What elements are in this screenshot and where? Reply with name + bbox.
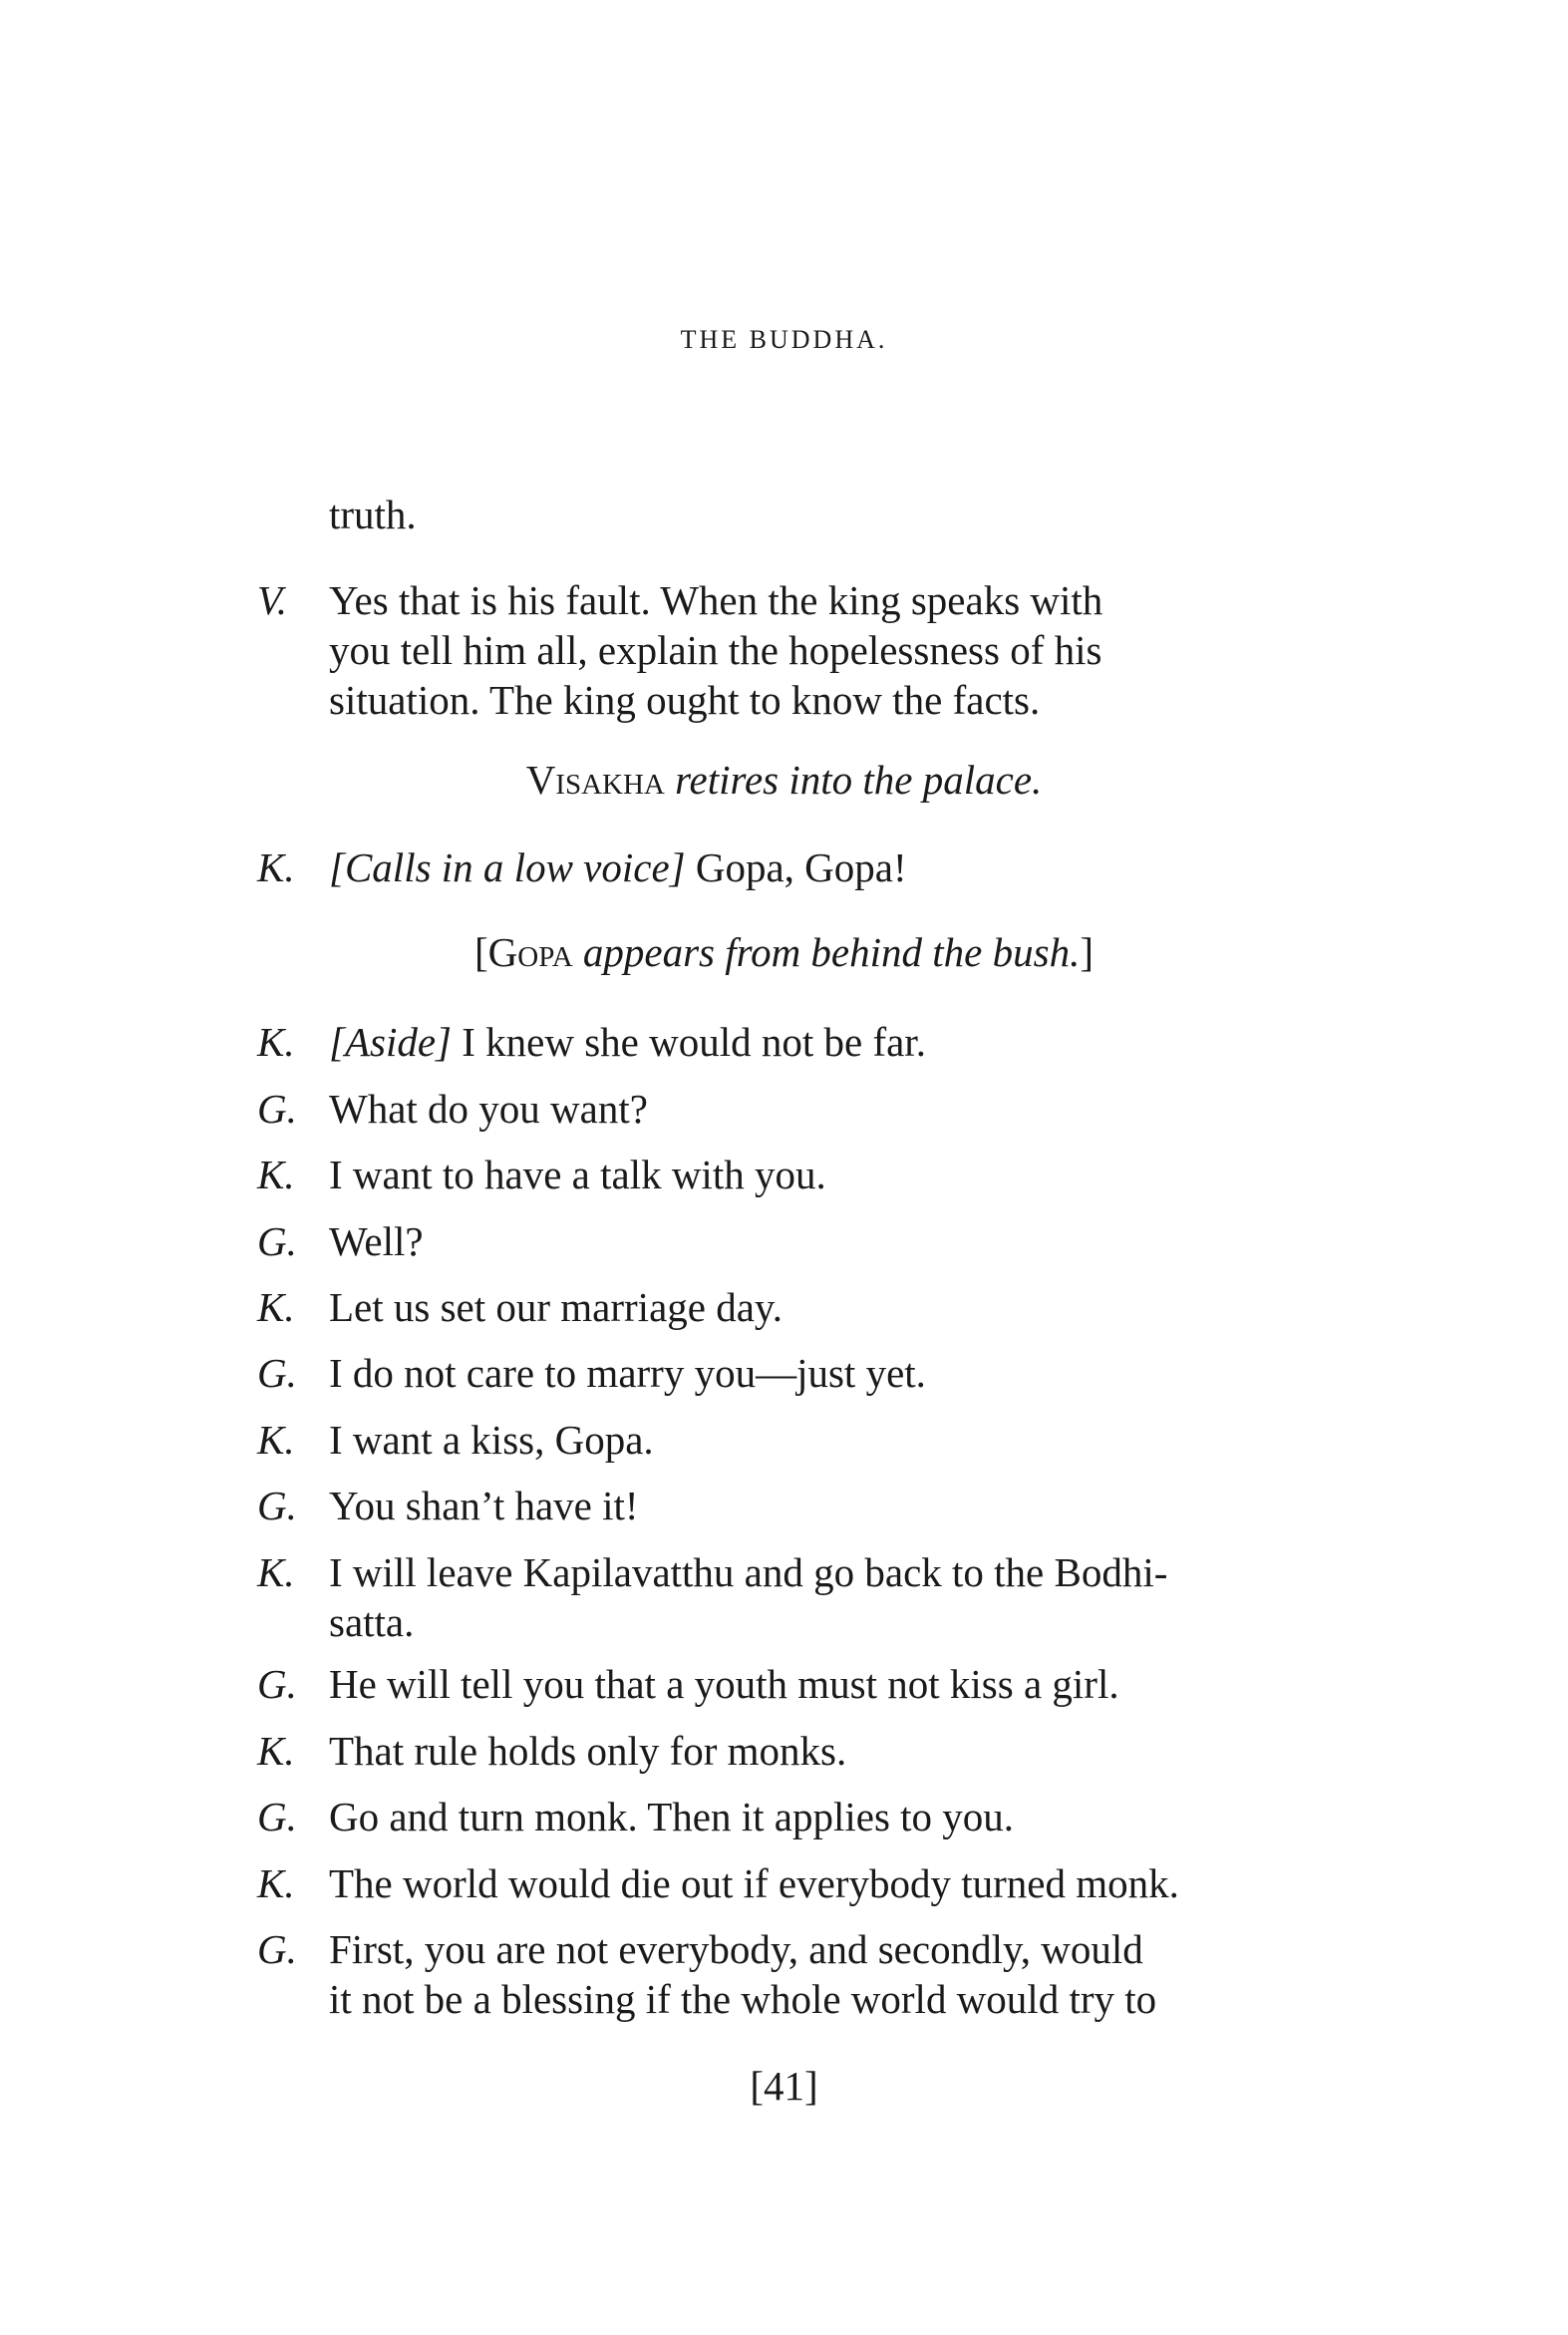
speaker-label: G. xyxy=(257,1661,297,1707)
speaker-label: K. xyxy=(257,1860,295,1906)
speech-text: Let us set our marriage day. xyxy=(329,1284,784,1330)
dialogue-line xyxy=(257,1924,1318,2024)
dialogue-line xyxy=(257,1282,1318,1332)
stage-action: retires into the palace. xyxy=(675,757,1043,803)
speaker-label: K. xyxy=(257,1549,295,1595)
speaker-label: G. xyxy=(257,1350,297,1396)
speech-text: He will tell you that a youth must not kiss a girl. xyxy=(329,1661,1119,1707)
speech-line: you tell him all, explain the hopelessness of his xyxy=(329,627,1102,673)
speech-text: satta. xyxy=(329,1599,415,1645)
dialogue-line xyxy=(257,1726,1318,1776)
speaker-label: K. xyxy=(257,1417,295,1463)
speaker-label: K. xyxy=(257,844,295,890)
speech-text: I will leave Kapilavatthu and go back to the Bodhi- xyxy=(329,1549,1168,1595)
stage-character-name: Gopa xyxy=(487,929,573,975)
speaker-label: G. xyxy=(257,1926,297,1972)
speech-text: I want to have a talk with you. xyxy=(329,1152,826,1197)
speaker-label: K. xyxy=(257,1152,295,1197)
dialogue-line xyxy=(257,1150,1318,1199)
speech-text: First, you are not everybody, and secondly, would xyxy=(329,1926,1143,1972)
speech-text: What do you want? xyxy=(329,1086,648,1132)
speaker-label: G. xyxy=(257,1218,297,1264)
speech-text: That rule holds only for monks. xyxy=(329,1728,847,1774)
stage-aside: [Calls in a low voice] xyxy=(329,844,686,890)
stage-direction xyxy=(0,927,1568,977)
speech-text: Go and turn monk. Then it applies to you. xyxy=(329,1794,1015,1839)
speech-text: I knew she would not be far. xyxy=(462,1019,926,1065)
dialogue-line xyxy=(257,1216,1318,1266)
dialogue-line xyxy=(257,1348,1318,1398)
speaker-label: K. xyxy=(257,1728,295,1774)
continuation-line: truth. xyxy=(329,492,417,537)
stage-character-name: Visakha xyxy=(525,757,665,803)
running-head: THE BUDDHA. xyxy=(680,325,888,354)
speaker-label: G. xyxy=(257,1086,297,1132)
dialogue-line xyxy=(257,1659,1318,1709)
speaker-label: K. xyxy=(257,1019,295,1065)
speech-line: Yes that is his fault. When the king speaks with xyxy=(329,577,1103,623)
dialogue-line xyxy=(257,1792,1318,1841)
bracket-close: ] xyxy=(1080,929,1094,975)
stage-action: appears from behind the bush. xyxy=(582,929,1081,975)
dialogue-line xyxy=(257,1858,1318,1908)
speech-kisa-1 xyxy=(257,842,1318,892)
speaker-label: K. xyxy=(257,1284,295,1330)
speech-text: The world would die out if everybody turned monk. xyxy=(329,1860,1179,1906)
dialogue-line xyxy=(257,1481,1318,1530)
speech-text: it not be a blessing if the whole world would try to xyxy=(329,1976,1157,2022)
dialogue-line xyxy=(257,1084,1318,1134)
speech-text: You shan’t have it! xyxy=(329,1483,639,1528)
speech-text: I want a kiss, Gopa. xyxy=(329,1417,654,1463)
page-number: [41] xyxy=(750,2063,818,2109)
stage-aside: [Aside] xyxy=(329,1019,452,1065)
speaker-label: V. xyxy=(257,577,288,623)
speech-line: situation. The king ought to know the facts. xyxy=(329,677,1041,723)
speech-visakha xyxy=(257,575,1318,725)
speech-text: Gopa, Gopa! xyxy=(695,844,907,890)
dialogue-line xyxy=(257,1415,1318,1465)
speech-text: I do not care to marry you—just yet. xyxy=(329,1350,926,1396)
speaker-label: G. xyxy=(257,1794,297,1839)
dialogue-line xyxy=(257,1017,1318,1067)
dialogue-line xyxy=(257,1547,1318,1647)
speech-text: Well? xyxy=(329,1218,424,1264)
speaker-label: G. xyxy=(257,1483,297,1528)
bracket-open: [ xyxy=(474,929,488,975)
stage-direction xyxy=(0,755,1568,805)
